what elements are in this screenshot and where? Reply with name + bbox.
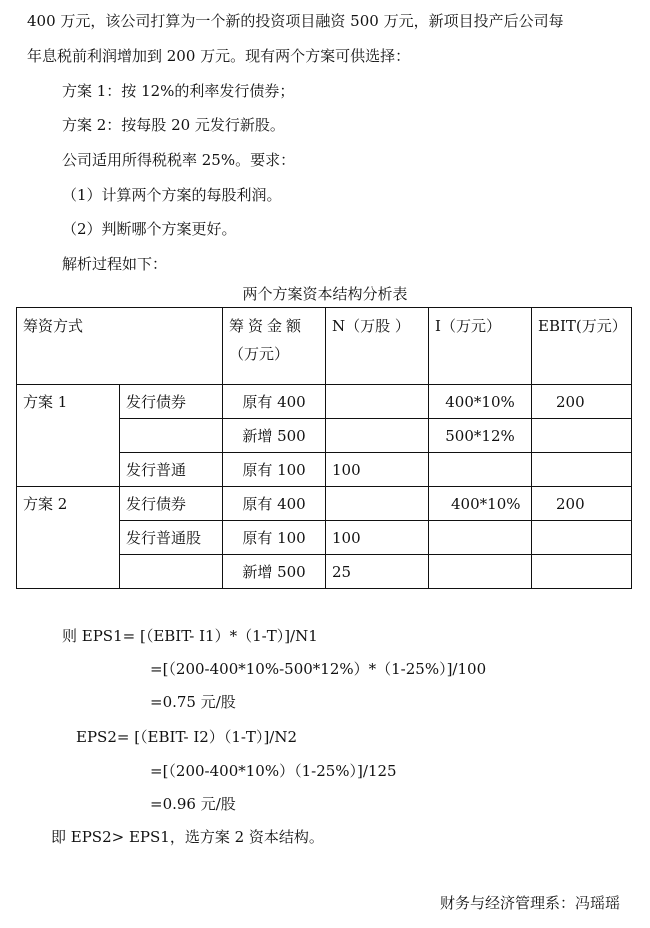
- eps2-formula: EPS2= [（EBIT- I2）（1-T）]/N2: [76, 728, 298, 746]
- capital-structure-table: [16, 307, 632, 589]
- amount-cell: 原有 100: [223, 453, 326, 487]
- header-financing-amount: [223, 308, 326, 385]
- header-shares: N（万股 ）: [326, 308, 429, 385]
- ebit-cell: 200: [532, 487, 632, 521]
- ebit-cell: 200: [532, 385, 632, 419]
- interest-cell: 500*12%: [429, 419, 532, 453]
- interest-cell: [429, 555, 532, 589]
- amount-cell: 新增 500: [223, 555, 326, 589]
- interest-cell: 400*10%: [429, 385, 532, 419]
- header-interest: I（万元）: [429, 308, 532, 385]
- financing-type-cell: 发行普通: [120, 453, 223, 487]
- amount-cell: 原有 400: [223, 385, 326, 419]
- financing-type-cell: [120, 555, 223, 589]
- plan-2-description: 方案 2：按每股 20 元发行新股。: [62, 116, 285, 134]
- financing-type-cell: 发行债券: [120, 487, 223, 521]
- intro-line-1: 400 万元，该公司打算为一个新的投资项目融资 500 万元，新项目投产后公司每: [27, 12, 564, 30]
- shares-cell: 100: [326, 521, 429, 555]
- header-amount-line-2: （万元）: [229, 345, 290, 363]
- analysis-heading: 解析过程如下：: [62, 255, 168, 273]
- eps2-result: =0.96 元/股: [150, 795, 236, 813]
- shares-cell: [326, 419, 429, 453]
- ebit-cell: [532, 521, 632, 555]
- shares-cell: [326, 487, 429, 521]
- amount-cell: 原有 400: [223, 487, 326, 521]
- header-ebit: EBIT(万元）: [532, 308, 632, 385]
- table-row: [17, 487, 632, 521]
- amount-cell: 原有 100: [223, 521, 326, 555]
- eps2-substitution: =[（200-400*10%）（1-25%）]/125: [150, 762, 397, 780]
- author-signature: 财务与经济管理系：冯瑶瑶: [439, 894, 620, 912]
- eps1-formula: 则 EPS1= [（EBIT- I1）*（1-T）]/N1: [62, 627, 318, 645]
- financing-type-cell: [120, 419, 223, 453]
- shares-cell: [326, 385, 429, 419]
- ebit-cell: [532, 453, 632, 487]
- header-amount-line-1: 筹资金额: [229, 317, 306, 335]
- header-financing-method: 筹资方式: [17, 308, 223, 385]
- question-2: （2）判断哪个方案更好。: [62, 220, 237, 238]
- plan-1-description: 方案 1：按 12%的利率发行债券；: [62, 82, 295, 100]
- question-1: （1）计算两个方案的每股利润。: [62, 186, 282, 204]
- table-title: 两个方案资本结构分析表: [242, 285, 408, 303]
- interest-cell: [429, 453, 532, 487]
- shares-cell: 100: [326, 453, 429, 487]
- amount-cell: 新增 500: [223, 419, 326, 453]
- plan-2-label: 方案 2: [17, 487, 120, 589]
- interest-cell: [429, 521, 532, 555]
- shares-cell: 25: [326, 555, 429, 589]
- table-row: [17, 385, 632, 419]
- intro-line-2: 年息税前利润增加到 200 万元。现有两个方案可供选择：: [27, 47, 411, 65]
- interest-cell: 400*10%: [429, 487, 532, 521]
- tax-rate-requirement: 公司适用所得税税率 25%。要求：: [62, 151, 296, 169]
- financing-type-cell: 发行债券: [120, 385, 223, 419]
- plan-1-label: 方案 1: [17, 385, 120, 487]
- table-header-row: [17, 308, 632, 385]
- eps1-result: =0.75 元/股: [150, 693, 236, 711]
- conclusion: 即 EPS2> EPS1，选方案 2 资本结构。: [51, 828, 324, 846]
- financing-type-cell: 发行普通股: [120, 521, 223, 555]
- ebit-cell: [532, 419, 632, 453]
- eps1-substitution: =[（200-400*10%-500*12%）*（1-25%）]/100: [150, 660, 487, 678]
- ebit-cell: [532, 555, 632, 589]
